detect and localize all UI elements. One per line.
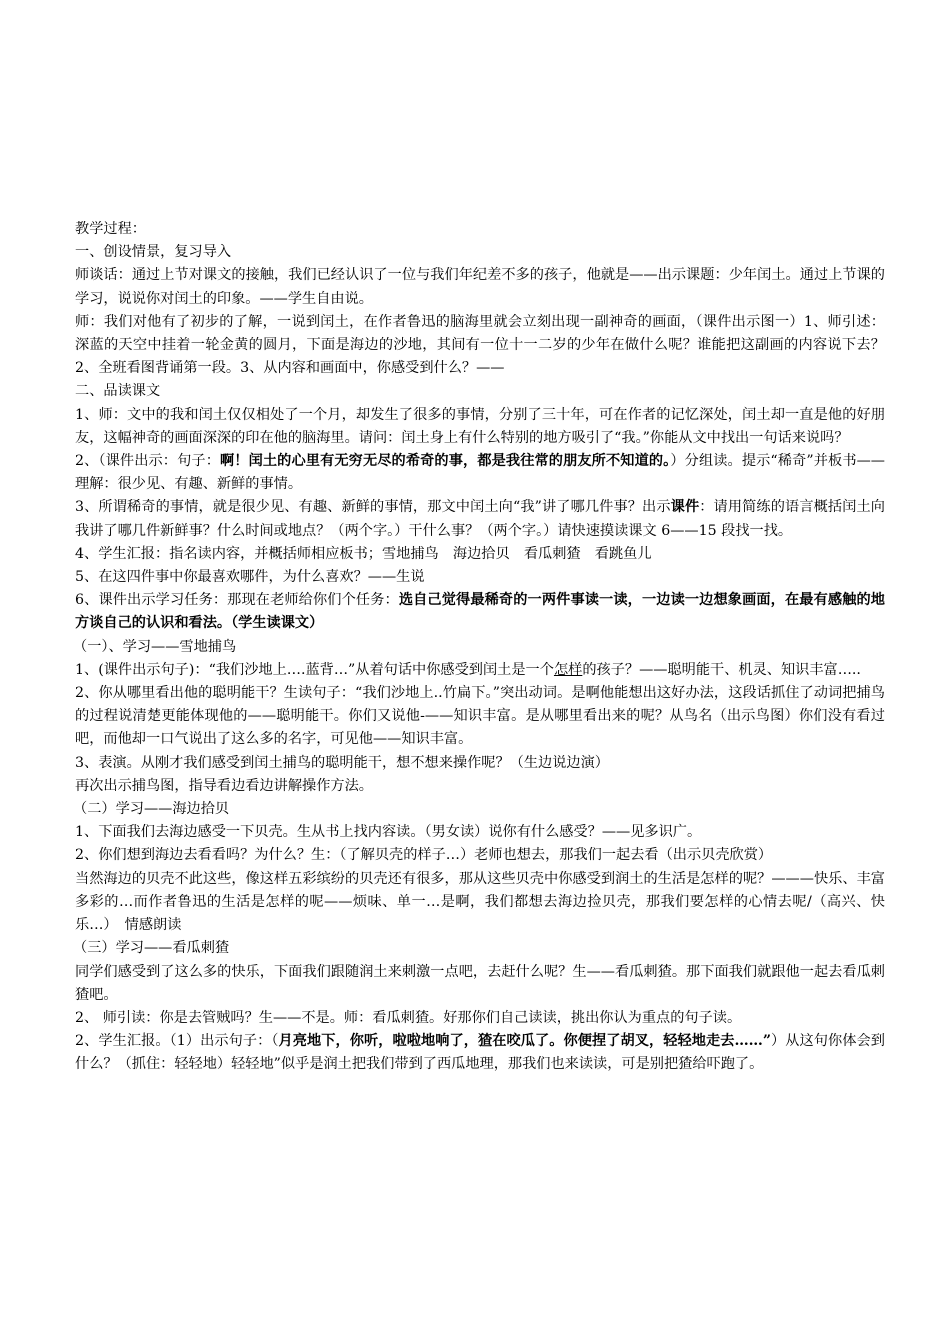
paragraph xyxy=(75,450,885,496)
section-title-1: 一、创设情景，复习导入 xyxy=(75,244,232,261)
text-run: 6、课件出示学习任务：那现在老师给你们个任务： xyxy=(75,592,399,609)
text-run: ：请用简练的语言概括闰土向我讲了哪几件新鲜事？什么时间或地点？（两个字。）干什么事？（两个字。）请快速摸读课文 6——15 段找一找。 xyxy=(75,499,885,539)
subsection-title-2: （二）学习——海边拾贝 xyxy=(73,801,230,818)
text-run: 2、学生汇报。（1）出示句子：（ xyxy=(75,1033,279,1050)
subsection-title-3: （三）学习——看瓜刺猹 xyxy=(73,940,230,957)
subsection-title-1: （一）、学习——雪地捕鸟 xyxy=(73,638,237,655)
paragraph: 再次出示捕鸟图，指导看边看边讲解操作方法。 xyxy=(75,777,373,794)
paragraph xyxy=(75,496,885,542)
paragraph: 2、 师引读：你是去管贼吗？生——不是。师：看瓜刺猹。好那你们自己读读，挑出你认为重点的句子读。 xyxy=(75,1009,742,1026)
paragraph xyxy=(75,659,885,682)
paragraph: 2、你们想到海边去看看吗？为什么？生：（了解贝壳的样子…）老师也想去，那我们一起去看（出示贝壳欣赏） xyxy=(75,847,773,864)
paragraph: 1、下面我们去海边感受一下贝壳。生从书上找内容读。（男女读）说你有什么感受？——见多识广。 xyxy=(75,824,702,841)
bold-task: 选自己觉得最稀奇的一两件事读一读，一边读一边想象画面，在最有感触的地方谈自己的认识和看法。（学生读课文） xyxy=(75,592,885,632)
paragraph xyxy=(75,589,885,635)
section-heading: 教学过程： xyxy=(75,221,146,237)
text-run: 1、(课件出示句子)：“我们沙地上….蓝背…”从着句话中你感受到闰土是一个 xyxy=(75,661,554,678)
bold-quote: 啊！闰土的心里有无穷无尽的希奇的事，都是我往常的朋友所不知道的。 xyxy=(220,453,671,470)
text-run: ）从这句你体会到什么？（抓住：轻轻地）轻轻地”似乎是润土把我们带到了西瓜地理，那我们也来读读，可是别把猹给吓跑了。 xyxy=(75,1033,885,1073)
paragraph: 3、表演。从刚才我们感受到闰土捕鸟的聪明能干，想不想来操作呢？（生边说边演） xyxy=(75,754,609,771)
bold-quote: 月亮地下，你听，啦啦地响了，猹在咬瓜了。你便捏了胡叉，轻轻地走去……” xyxy=(278,1033,771,1050)
paragraph: 2、你从哪里看出他的聪明能干？生读句子：“我们沙地上..竹扁下。”突出动词。是啊他能想出这好办法，这段话抓住了动词把捕鸟的过程说清楚更能体现他的——聪明能干。你们又说他-——知识丰富。是从哪里看出来的呢？从鸟名（出示鸟图）你们没有看过吧，而他却一口气说出了这么多的名字，可见他——知识丰富。 xyxy=(75,685,885,748)
section-title-2: 二、品读课文 xyxy=(75,383,161,400)
text-run: ）分组读。提示“稀奇”并板书——理解：很少见、有趣、新鲜的事情。 xyxy=(75,453,885,493)
paragraph: 师谈话：通过上节对课文的接触，我们已经认识了一位与我们年纪差不多的孩子，他就是——出示课题：少年闰土。通过上节课的学习，说说你对闰土的印象。——学生自由说。 xyxy=(75,267,885,307)
text-run: 2、（课件出示：句子： xyxy=(75,453,220,470)
underlined-word: 怎样 xyxy=(553,661,583,678)
document-body xyxy=(75,218,885,1077)
text-run: 3、所谓稀奇的事情，就是很少见、有趣、新鲜的事情，那文中闰土向“我”讲了哪几件事？出示 xyxy=(75,499,671,516)
paragraph: 4、学生汇报：指名读内容，并概括师相应板书；雪地捕鸟 海边拾贝 看瓜刺猹 看跳鱼儿 xyxy=(75,545,652,562)
paragraph: 同学们感受到了这么多的快乐，下面我们跟随润土来刺激一点吧，去赶什么呢？生——看瓜刺猹。那下面我们就跟他一起去看瓜刺猹吧。 xyxy=(75,963,885,1003)
paragraph: 5、在这四件事中你最喜欢哪件，为什么喜欢？——生说 xyxy=(75,569,425,586)
paragraph: 师：我们对他有了初步的了解，一说到闰土，在作者鲁迅的脑海里就会立刻出现一副神奇的画面，（课件出示图一）1、师引述：深蓝的天空中挂着一轮金黄的圆月，下面是海边的沙地，其间有一位十一二岁的少年在做什么呢？谁能把这副画的内容说下去？2、全班看图背诵第一段。3、从内容和画面中，你感受到什么？—— xyxy=(75,313,885,377)
paragraph xyxy=(75,1030,885,1076)
paragraph: 1、师：文中的我和闰土仅仅相处了一个月，却发生了很多的事情，分别了三十年，可在作者的记忆深处，闰土却一直是他的好朋友，这幅神奇的画面深深的印在他的脑海里。请问：闰土身上有什么特别的地方吸引了“我。”你能从文中找出一句话来说吗？ xyxy=(75,406,885,446)
paragraph: 当然海边的贝壳不此这些，像这样五彩缤纷的贝壳还有很多，那从这些贝壳中你感受到润土的生活是怎样的呢？———快乐、丰富多彩的…而作者鲁迅的生活是怎样的呢——烦味、单一…是啊，我们都想去海边捡贝壳，那我们要怎样的心情去呢/（高兴、快乐…） 情感朗读 xyxy=(75,870,885,934)
text-run: 的孩子？——聪明能干、机灵、知识丰富….. xyxy=(582,661,861,678)
bold-term: 课件 xyxy=(670,499,700,516)
